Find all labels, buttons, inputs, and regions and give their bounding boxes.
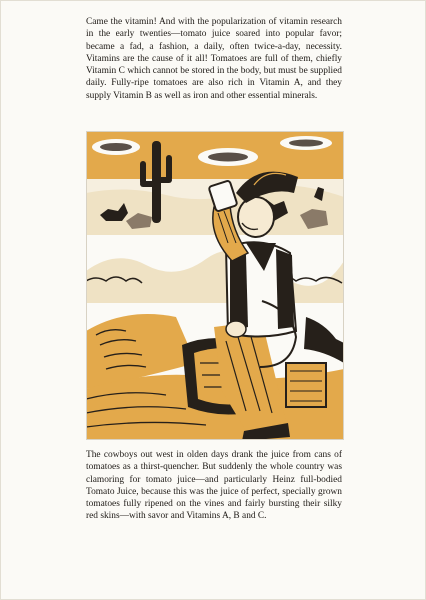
paragraph-top: Came the vitamin! And with the popularization of vitamin research in the early twenties—tomato juice soared into popular favor; became a fad, a fashion, a daily, often twice-a-day, necessity. Vitamins are the cause of it all! Tomatoes are full of them, chiefly Vitamin C which cannot be stored in the body, but must be supplied daily. Fully-ripe tomatoes are also rich in Vitamin A, and they supply Vitamin B as well as iron and other essential minerals. [86, 17, 342, 101]
paragraph-bottom: The cowboys out west in olden days drank the juice from cans of tomatoes as a thirst-quencher. But suddenly the whole country was clamoring for tomato juice—and particularly Heinz full-bodied Tomato Juice, because this was the juice of perfect, specially grown tomatoes fully ripened on the vines and fairly bursting their silky red skins—with savor and Vitamins A, B and C. [86, 450, 342, 522]
cowboy-drinking-illustration [86, 131, 344, 440]
